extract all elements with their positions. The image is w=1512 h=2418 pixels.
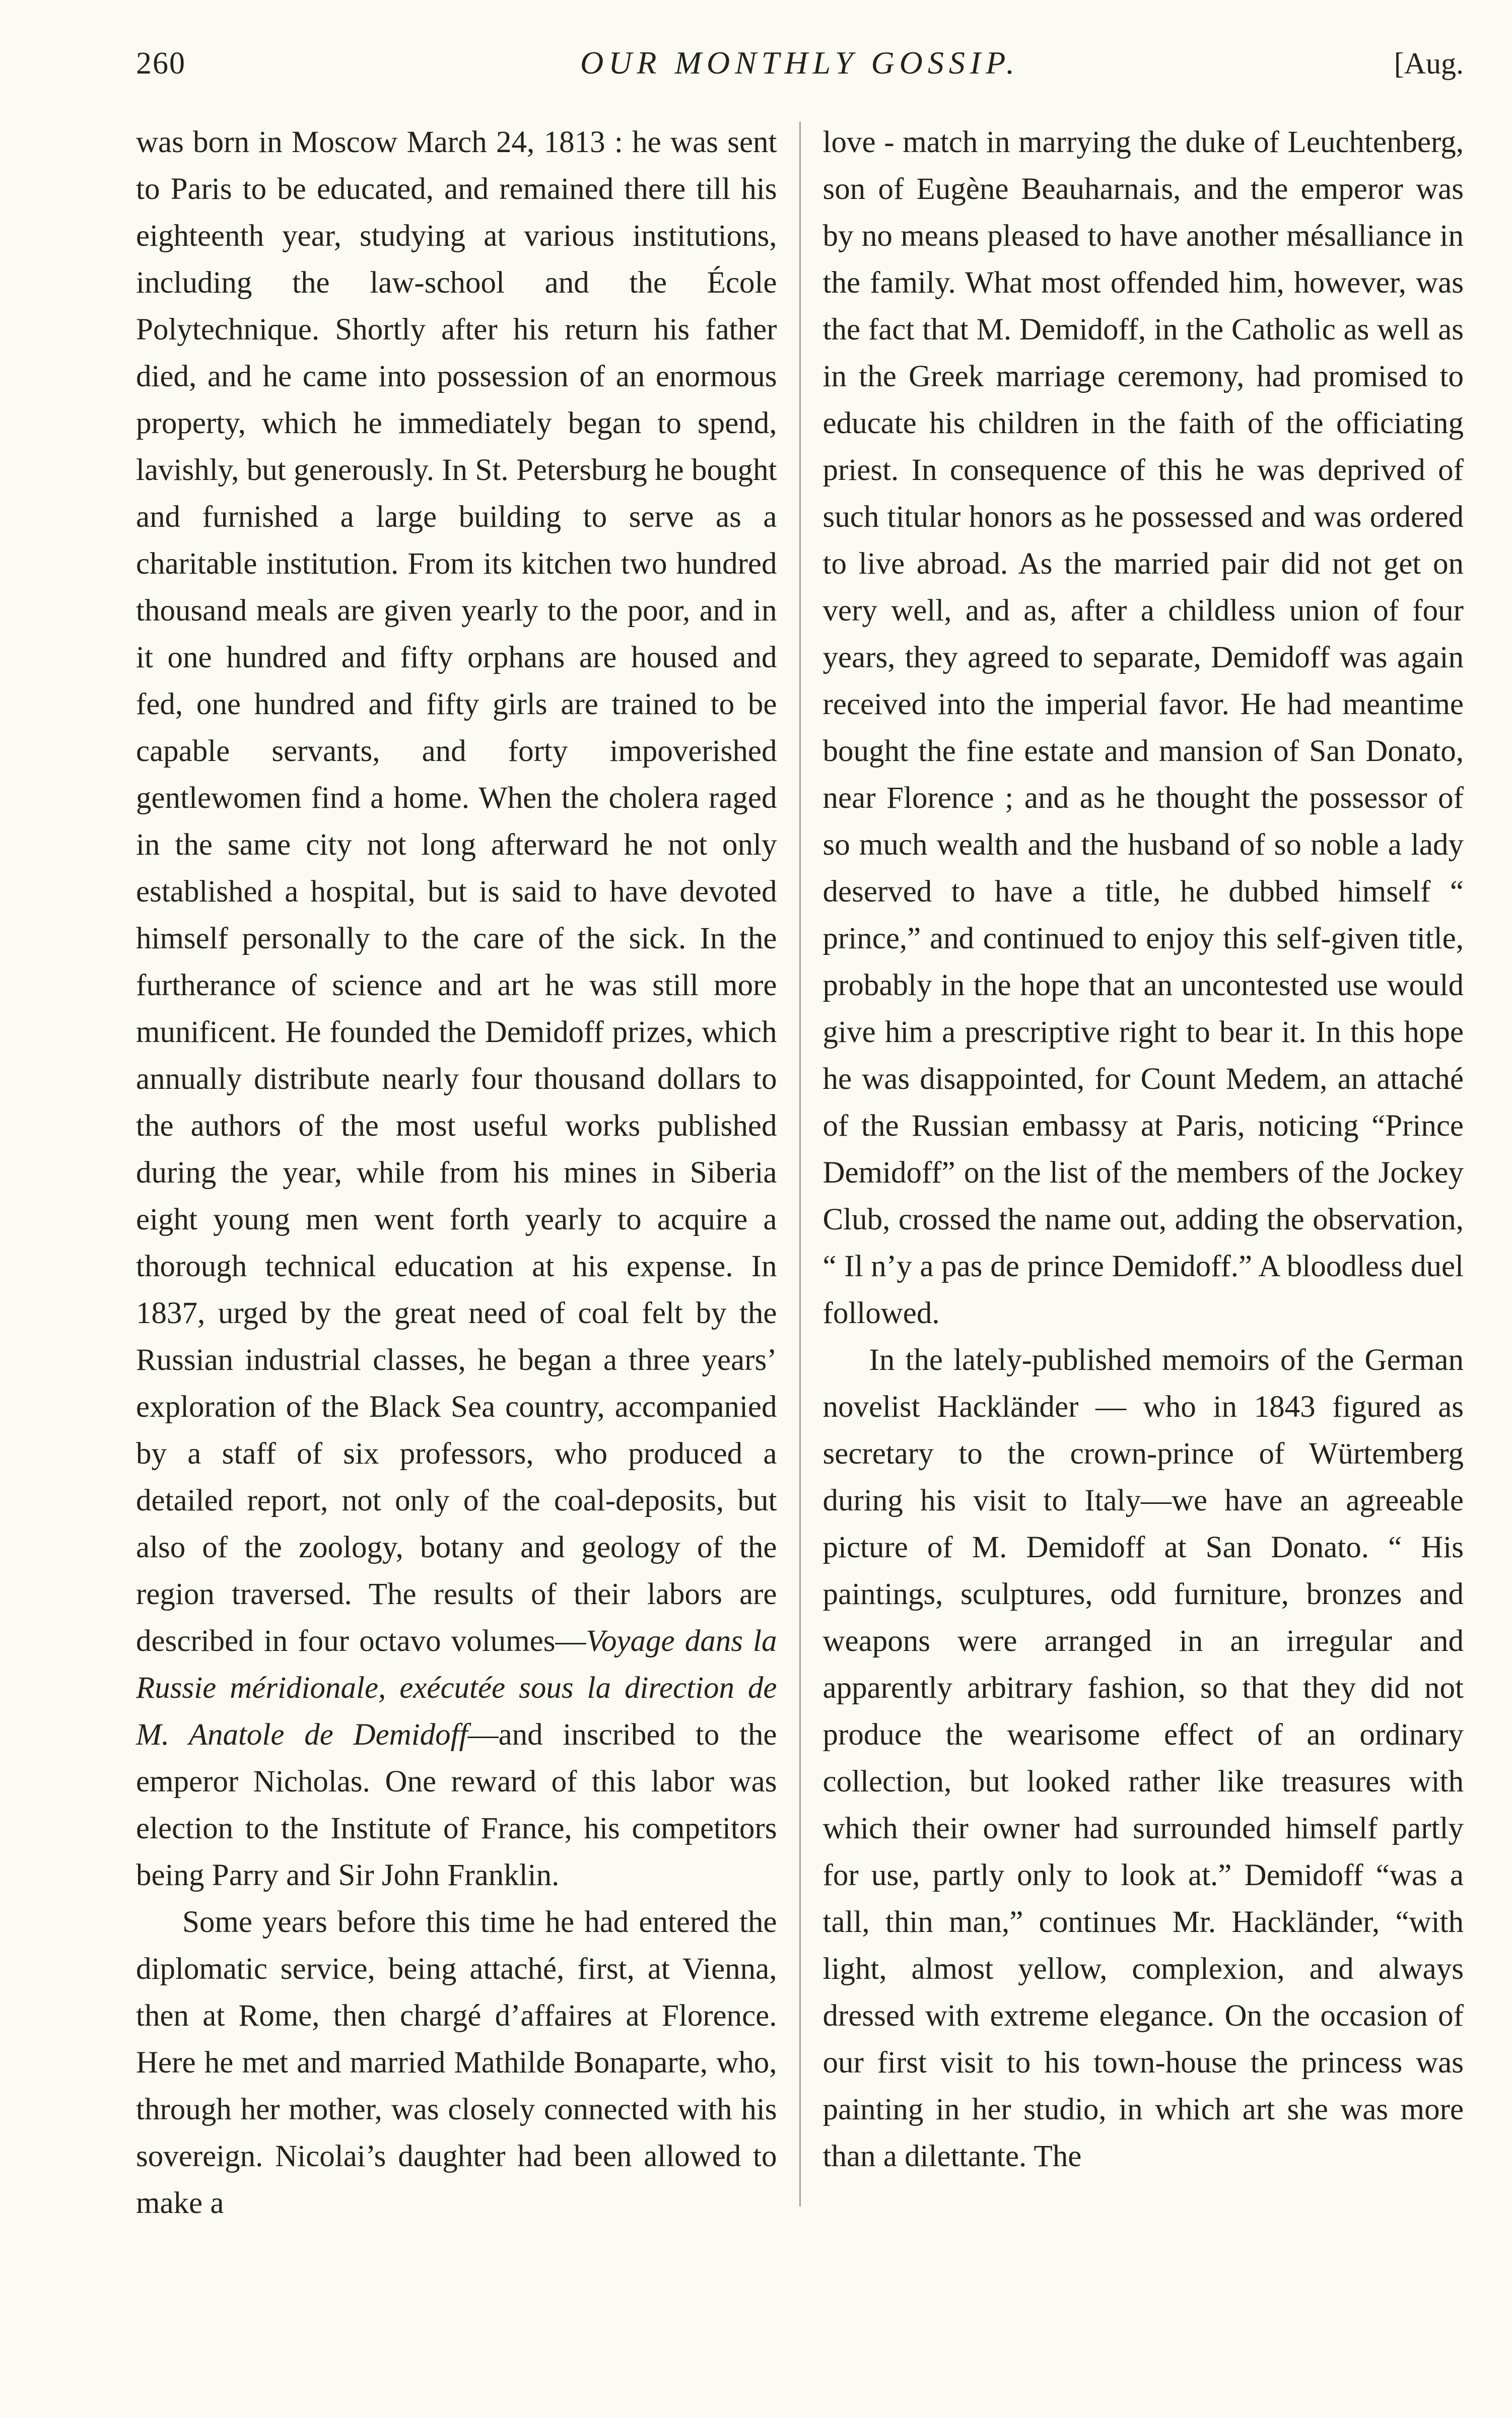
page-header (136, 44, 1464, 82)
header-title: OUR MONTHLY GOSSIP. (580, 45, 1020, 81)
text-run: Some years before this time he had entered the diplomatic service, being attaché, first, at Vienna, then at Rome, then chargé d’affaires at Florence. Here he met and married Mathilde Bonaparte, who, through her mother, was closely connected with his sovereign. Nicolai’s daughter had been allowed to make a (136, 1905, 777, 2220)
column-rule (799, 122, 801, 2206)
paragraph (136, 1899, 777, 2227)
page-number: 260 (136, 46, 186, 81)
text-run: In the lately-published memoirs of the German novelist Hackländer — who in 1843 figured as secretary to the crown-prince of Würtemberg during his visit to Italy—we have an agreeable picture of M. Demidoff at San Donato. “ His paintings, sculptures, odd furniture, bronzes and weapons were arranged in an irregular and apparently arbitrary fashion, so that they did not produce the wearisome effect of an ordinary collection, but looked rather like treasures with which their owner had surrounded himself partly for use, partly only to look at.” Demidoff “was a tall, thin man,” continues Mr. Hackländer, “with light, almost yellow, complexion, and always dressed with extreme elegance. On the occasion of our first visit to his town-house the princess was painting in her studio, in which art she was more than a dilettante. The (822, 1343, 1464, 2173)
text-run: was born in Moscow March 24, 1813 : he was sent to Paris to be educated, and remained there till his eighteenth year, studying at various institutions, including the law-school and the École Polytechnique. Shortly after his return his father died, and he came into possession of an enormous property, which he immediately began to spend, lavishly, but generously. In St. Petersburg he bought and furnished a large building to serve as a charitable institution. From its kitchen two hundred thousand meals are given yearly to the poor, and in it one hundred and fifty orphans are housed and fed, one hundred and fifty girls are trained to be capable servants, and forty impoverished gentlewomen find a home. When the cholera raged in the same city not long afterward he not only established a hospital, but is said to have devoted himself personally to the care of the sick. In the furtherance of science and art he was still more munificent. He founded the Demidoff prizes, which annually distribute nearly four thousand dollars to the authors of the most useful works published during the year, while from his mines in Siberia eight young men went forth yearly to acquire a thorough technical education at his expense. In 1837, urged by the great need of coal felt by the Russian industrial classes, he began a three years’ exploration of the Black Sea country, accompanied by a staff of six professors, who produced a detailed report, not only of the coal-deposits, but also of the zoology, botany and geology of the region traversed. The results of their labors are described in four octavo volumes— (136, 125, 777, 1658)
right-column (823, 119, 1464, 2227)
text-columns (136, 119, 1464, 2227)
paragraph (136, 119, 777, 1899)
left-column (136, 119, 777, 2227)
italic-text-run: Voyage dans la Russie méridionale, exécutée sous la direction de M. Anatole de Demidoff (136, 1624, 777, 1752)
header-issue: [Aug. (1394, 47, 1464, 80)
text-run: love - match in marrying the duke of Leuchtenberg, son of Eugène Beauharnais, and the emperor was by no means pleased to have another mésalliance in the family. What most offended him, however, was the fact that M. Demidoff, in the Catholic as well as in the Greek marriage ceremony, had promised to educate his children in the faith of the officiating priest. In consequence of this he was deprived of such titular honors as he possessed and was ordered to live abroad. As the married pair did not get on very well, and as, after a childless union of four years, they agreed to separate, Demidoff was again received into the imperial favor. He had meantime bought the fine estate and mansion of San Donato, near Florence ; and as he thought the possessor of so much wealth and the husband of so noble a lady deserved to have a title, he dubbed himself “ prince,” and continued to enjoy this self-given title, probably in the hope that an uncontested use would give him a prescriptive right to bear it. In this hope he was disappointed, for Count Medem, an attaché of the Russian embassy at Paris, noticing “Prince Demidoff” on the list of the members of the Jockey Club, crossed the name out, adding the observation, “ Il n’y a pas de prince Demidoff.” A bloodless duel followed. (822, 125, 1464, 1330)
paragraph (823, 1337, 1464, 2180)
text-run: —and inscribed to the emperor Nicholas. One reward of this labor was election to the Institute of France, his competitors being Parry and Sir John Franklin. (136, 1718, 777, 1892)
paragraph (823, 119, 1464, 1337)
